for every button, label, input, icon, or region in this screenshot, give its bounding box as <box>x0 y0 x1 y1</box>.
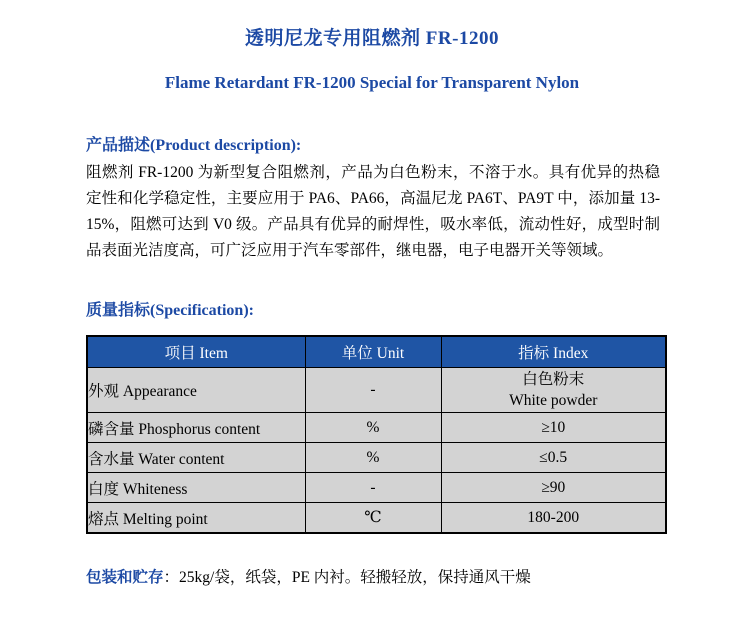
cell-unit: % <box>305 413 441 443</box>
cell-item: 熔点 Melting point <box>87 503 305 534</box>
cell-unit: - <box>305 473 441 503</box>
cell-item: 含水量 Water content <box>87 443 305 473</box>
packaging-storage-line <box>86 565 704 587</box>
cell-index: ≤0.5 <box>441 443 666 473</box>
product-description-heading: 产品描述(Product description): <box>86 137 302 154</box>
specification-heading: 质量指标(Specification): <box>86 302 254 319</box>
spec-table <box>86 335 667 534</box>
cell-item: 白度 Whiteness <box>87 473 305 503</box>
column-header-index: 指标 Index <box>441 336 666 368</box>
packaging-storage-heading: 包装和贮存 <box>86 569 164 586</box>
cell-unit: - <box>305 368 441 413</box>
cell-item: 磷含量 Phosphorus content <box>87 413 305 443</box>
cell-index: 180-200 <box>441 503 666 534</box>
table-row <box>87 503 666 534</box>
table-row <box>87 473 666 503</box>
table-row <box>87 368 666 413</box>
cell-index-line-en: White powder <box>509 392 598 409</box>
table-row <box>87 443 666 473</box>
product-description-body: 阻燃剂 FR-1200 为新型复合阻燃剂，产品为白色粉末，不溶于水。具有优异的热稳定性和化学稳定性，主要应用于 PA6、PA66，高温尼龙 PA6T、PA9T 中，添加量 13-15%，阻燃可达到 V0 级。产品具有优异的耐焊性，吸水率低，流动性好，成型时制品表面光洁度高，可广泛应用于汽车零部件，继电器，电子电器开关等领域。 <box>86 164 660 259</box>
cell-index-line-zh: 白色粉末 <box>522 371 585 388</box>
page-title-en: Flame Retardant FR-1200 Special for Transparent Nylon <box>164 73 580 92</box>
cell-unit: % <box>305 443 441 473</box>
column-header-item: 项目 Item <box>87 336 305 368</box>
page-title-zh: 透明尼龙专用阻燃剂 FR-1200 <box>245 28 499 49</box>
column-header-unit: 单位 Unit <box>305 336 441 368</box>
cell-unit: ℃ <box>305 503 441 534</box>
packaging-storage-body: ：25kg/袋，纸袋，PE 内衬。轻搬轻放，保持通风干燥 <box>163 569 531 586</box>
cell-item: 外观 Appearance <box>87 368 305 413</box>
table-row <box>87 413 666 443</box>
cell-index: ≥10 <box>441 413 666 443</box>
spec-table-header-row <box>87 336 666 368</box>
spec-table-body <box>87 368 666 534</box>
cell-index: ≥90 <box>441 473 666 503</box>
cell-index <box>441 368 666 413</box>
